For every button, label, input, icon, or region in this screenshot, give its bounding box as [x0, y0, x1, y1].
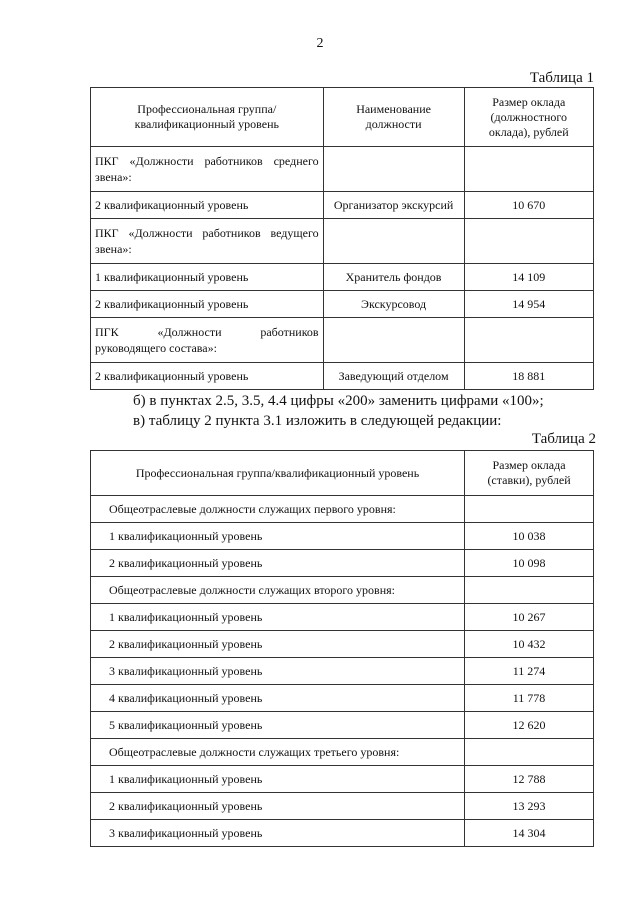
table-row	[91, 685, 594, 712]
position-cell: Организатор экскурсий	[323, 192, 464, 219]
table-row	[91, 631, 594, 658]
salary-cell: 10 098	[465, 550, 594, 577]
level-cell: 1 квалификационный уровень	[91, 523, 465, 550]
table-row	[91, 291, 594, 318]
salary-cell: 10 670	[464, 192, 593, 219]
level-cell: 2 квалификационный уровень	[91, 291, 324, 318]
empty-cell	[323, 147, 464, 192]
salary-cell: 10 432	[465, 631, 594, 658]
empty-cell	[465, 496, 594, 523]
table-row	[91, 523, 594, 550]
amendment-paragraph-b: б) в пунктах 2.5, 3.5, 4.4 цифры «200» заменить цифрами «100»;	[133, 393, 544, 409]
empty-cell	[464, 147, 593, 192]
empty-cell	[465, 577, 594, 604]
level-cell: 5 квалификационный уровень	[91, 712, 465, 739]
level-cell: 2 квалификационный уровень	[91, 363, 324, 390]
salary-cell: 14 954	[464, 291, 593, 318]
level-cell: 3 квалификационный уровень	[91, 658, 465, 685]
position-cell: Заведующий отделом	[323, 363, 464, 390]
level-cell: 2 квалификационный уровень	[91, 550, 465, 577]
salary-cell: 10 267	[465, 604, 594, 631]
group-cell: Общеотраслевые должности служащих третьего уровня:	[91, 739, 465, 766]
salary-table-2	[90, 450, 594, 847]
column-header: Размер оклада (должностного оклада), рублей	[464, 88, 593, 147]
table-row	[91, 192, 594, 219]
salary-cell: 11 778	[465, 685, 594, 712]
level-cell: 3 квалификационный уровень	[91, 820, 465, 847]
table-row	[91, 363, 594, 390]
table-row	[91, 739, 594, 766]
table-row	[91, 793, 594, 820]
column-header: Размер оклада (ставки), рублей	[465, 451, 594, 496]
level-cell: 2 квалификационный уровень	[91, 631, 465, 658]
table-row	[91, 820, 594, 847]
group-cell: ПКГ «Должности работников ведущего звена»:	[91, 219, 324, 264]
table-row	[91, 264, 594, 291]
empty-cell	[464, 219, 593, 264]
amendment-paragraph-v: в) таблицу 2 пункта 3.1 изложить в следующей редакции:	[133, 413, 502, 429]
position-cell: Экскурсовод	[323, 291, 464, 318]
table-row	[91, 318, 594, 363]
empty-cell	[323, 318, 464, 363]
table-row	[91, 219, 594, 264]
salary-cell: 12 620	[465, 712, 594, 739]
group-cell: ПГК «Должности работников руководящего состава»:	[91, 318, 324, 363]
level-cell: 1 квалификационный уровень	[91, 604, 465, 631]
empty-cell	[323, 219, 464, 264]
table-row	[91, 550, 594, 577]
salary-cell: 10 038	[465, 523, 594, 550]
table-row	[91, 577, 594, 604]
salary-cell: 14 304	[465, 820, 594, 847]
salary-cell: 18 881	[464, 363, 593, 390]
level-cell: 1 квалификационный уровень	[91, 766, 465, 793]
column-header: Профессиональная группа/квалификационный уровень	[91, 88, 324, 147]
level-cell: 2 квалификационный уровень	[91, 793, 465, 820]
table2-caption: Таблица 2	[531, 431, 596, 447]
table1-caption: Таблица 1	[529, 70, 594, 86]
table-row	[91, 766, 594, 793]
column-header: Профессиональная группа/квалификационный уровень	[91, 451, 465, 496]
table-header-row	[91, 451, 594, 496]
salary-table-1	[90, 87, 594, 390]
empty-cell	[465, 739, 594, 766]
salary-cell: 11 274	[465, 658, 594, 685]
table-header-row	[91, 88, 594, 147]
table-row	[91, 147, 594, 192]
salary-cell: 14 109	[464, 264, 593, 291]
table-row	[91, 496, 594, 523]
group-cell: Общеотраслевые должности служащих первого уровня:	[91, 496, 465, 523]
position-cell: Хранитель фондов	[323, 264, 464, 291]
level-cell: 2 квалификационный уровень	[91, 192, 324, 219]
table-row	[91, 712, 594, 739]
table-row	[91, 604, 594, 631]
group-cell: ПКГ «Должности работников среднего звена»:	[91, 147, 324, 192]
column-header: Наименование должности	[323, 88, 464, 147]
page-number: 2	[316, 36, 324, 51]
salary-cell: 13 293	[465, 793, 594, 820]
group-cell: Общеотраслевые должности служащих второго уровня:	[91, 577, 465, 604]
empty-cell	[464, 318, 593, 363]
table-row	[91, 658, 594, 685]
level-cell: 1 квалификационный уровень	[91, 264, 324, 291]
salary-cell: 12 788	[465, 766, 594, 793]
level-cell: 4 квалификационный уровень	[91, 685, 465, 712]
